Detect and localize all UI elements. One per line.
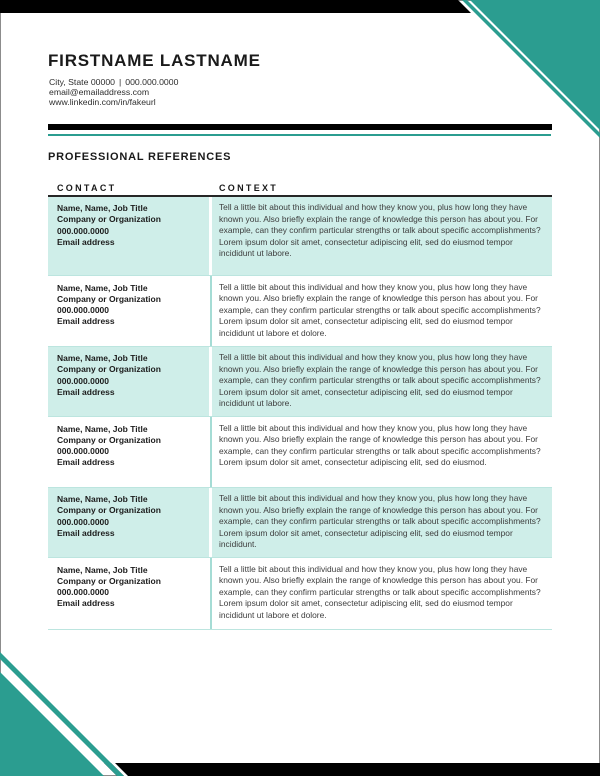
contact-name-line: Name, Name, Job Title [57,494,148,504]
reference-row-3 [48,347,552,418]
header-divider-black-bar [48,124,552,130]
header-divider-teal-line [48,134,551,137]
reference-row-4 [48,417,552,488]
phone-text: 000.000.0000 [125,76,179,87]
contact-email-line: Email address [57,527,115,538]
contact-phone-line: 000.000.0000 [57,225,109,236]
section-title: PROFESSIONAL REFERENCES [48,151,232,163]
reference-row-5 [48,488,552,559]
bottom-black-bar [104,763,600,776]
contact-name-line: Name, Name, Job Title [57,423,148,434]
column-header-context: CONTEXT [219,183,279,193]
table-header-row [48,183,552,197]
bottom-thin-teal-stripe [0,652,124,776]
contact-info-block [49,77,178,108]
contact-email-line: Email address [57,598,115,609]
contact-phone-line: 000.000.0000 [57,305,109,316]
contact-company-line: Company or Organization [57,575,161,586]
reference-context: Tell a little bit about this individual and how they know you, plus how long they have known you. Also briefly explain the range of knowledge this person has about you. For example, can they confirm particular strengths or talk about specific accomplishments? Lorem ipsum dolor sit amet, consectetur adipiscing elit, sed do eiusmod tempor incididunt ut labore et dolore. [219,563,541,620]
reference-row-1 [48,197,552,277]
linkedin-url-text: www.linkedin.com/in/fakeurl [49,96,156,107]
contact-company-line: Company or Organization [57,505,161,516]
contact-email-line: Email address [57,316,115,327]
reference-context: Tell a little bit about this individual and how they know you, plus how long they have known you. Also briefly explain the range of knowledge this person has about you. For example, can they confirm particular strengths or talk about specific accomplishments? Lorem ipsum dolor sit amet, consectetur adipiscing elit, sed do eiusmod tempor incididunt ut labore. [219,352,541,409]
reference-context: Tell a little bit about this individual and how they know you, plus how long they have known you. Also briefly explain the range of knowledge this person has about you. For example, can they confirm particular strengths or talk about specific accomplishments? Lorem ipsum dolor sit amet, consectetur adipiscing elit, sed do eiusmod tempor incididunt ut labore. [219,202,541,259]
contact-phone-line: 000.000.0000 [57,446,109,457]
bottom-corner-decoration [0,640,600,776]
contact-line-location-phone [49,77,178,87]
reference-context: Tell a little bit about this individual and how they know you, plus how long they have known you. Also briefly explain the range of knowledge this person has about you. For example, can they confirm particular strengths or talk about specific accomplishments? Lorem ipsum dolor sit amet, consectetur adipiscing elit, sed do eiusmod tempor incididunt. [219,493,541,550]
reference-context: Tell a little bit about this individual and how they know you, plus how long they have known you. Also briefly explain the range of knowledge this person has about you. For example, can they confirm particular strengths or talk about specific accomplishments? Lorem ipsum dolor sit amet, consectetur adipiscing elit, sed do eiusmod tempor incididunt ut labore et dolore. [219,281,541,338]
city-state-text: City, State 00000 [49,76,115,87]
reference-contact [48,276,212,346]
reference-context: Tell a little bit about this individual and how they know you, plus how long they have known you. Also briefly explain the range of knowledge this person has about you. For example, can they confirm particular strengths or talk about specific accomplishments? Lorem ipsum dolor sit amet, consectetur adipiscing elit, sed do eiusmod. [219,422,541,468]
contact-phone-line: 000.000.0000 [57,375,109,386]
top-teal-triangle [470,0,600,130]
contact-company-line: Company or Organization [57,434,161,445]
contact-email-line: Email address [57,236,115,247]
reference-contact [48,347,212,417]
email-text: email@emailaddress.com [49,86,150,97]
contact-company-line: Company or Organization [57,214,161,225]
reference-contact [48,558,212,629]
pipe-separator: | [119,76,122,87]
bottom-teal-triangle [0,672,104,776]
bottom-white-sliver [111,763,128,776]
column-header-contact: CONTACT [57,183,117,193]
contact-email-line: Email address [57,386,115,397]
contact-name-line: Name, Name, Job Title [57,353,148,363]
reference-contact [48,488,212,558]
references-table [48,183,552,630]
contact-phone-line: 000.000.0000 [57,516,109,527]
contact-name-line: Name, Name, Job Title [57,564,148,575]
contact-company-line: Company or Organization [57,293,161,304]
contact-email-line: Email address [57,457,115,468]
reference-contact [48,417,212,487]
top-thin-teal-stripe [462,0,600,138]
contact-phone-line: 000.000.0000 [57,587,109,598]
person-name: FIRSTNAME LASTNAME [48,51,261,70]
reference-row-2 [48,276,552,347]
reference-contact [48,197,212,276]
contact-name-line: Name, Name, Job Title [57,203,148,213]
reference-row-6 [48,558,552,630]
top-black-bar [0,0,471,13]
contact-company-line: Company or Organization [57,364,161,375]
contact-name-line: Name, Name, Job Title [57,282,148,293]
